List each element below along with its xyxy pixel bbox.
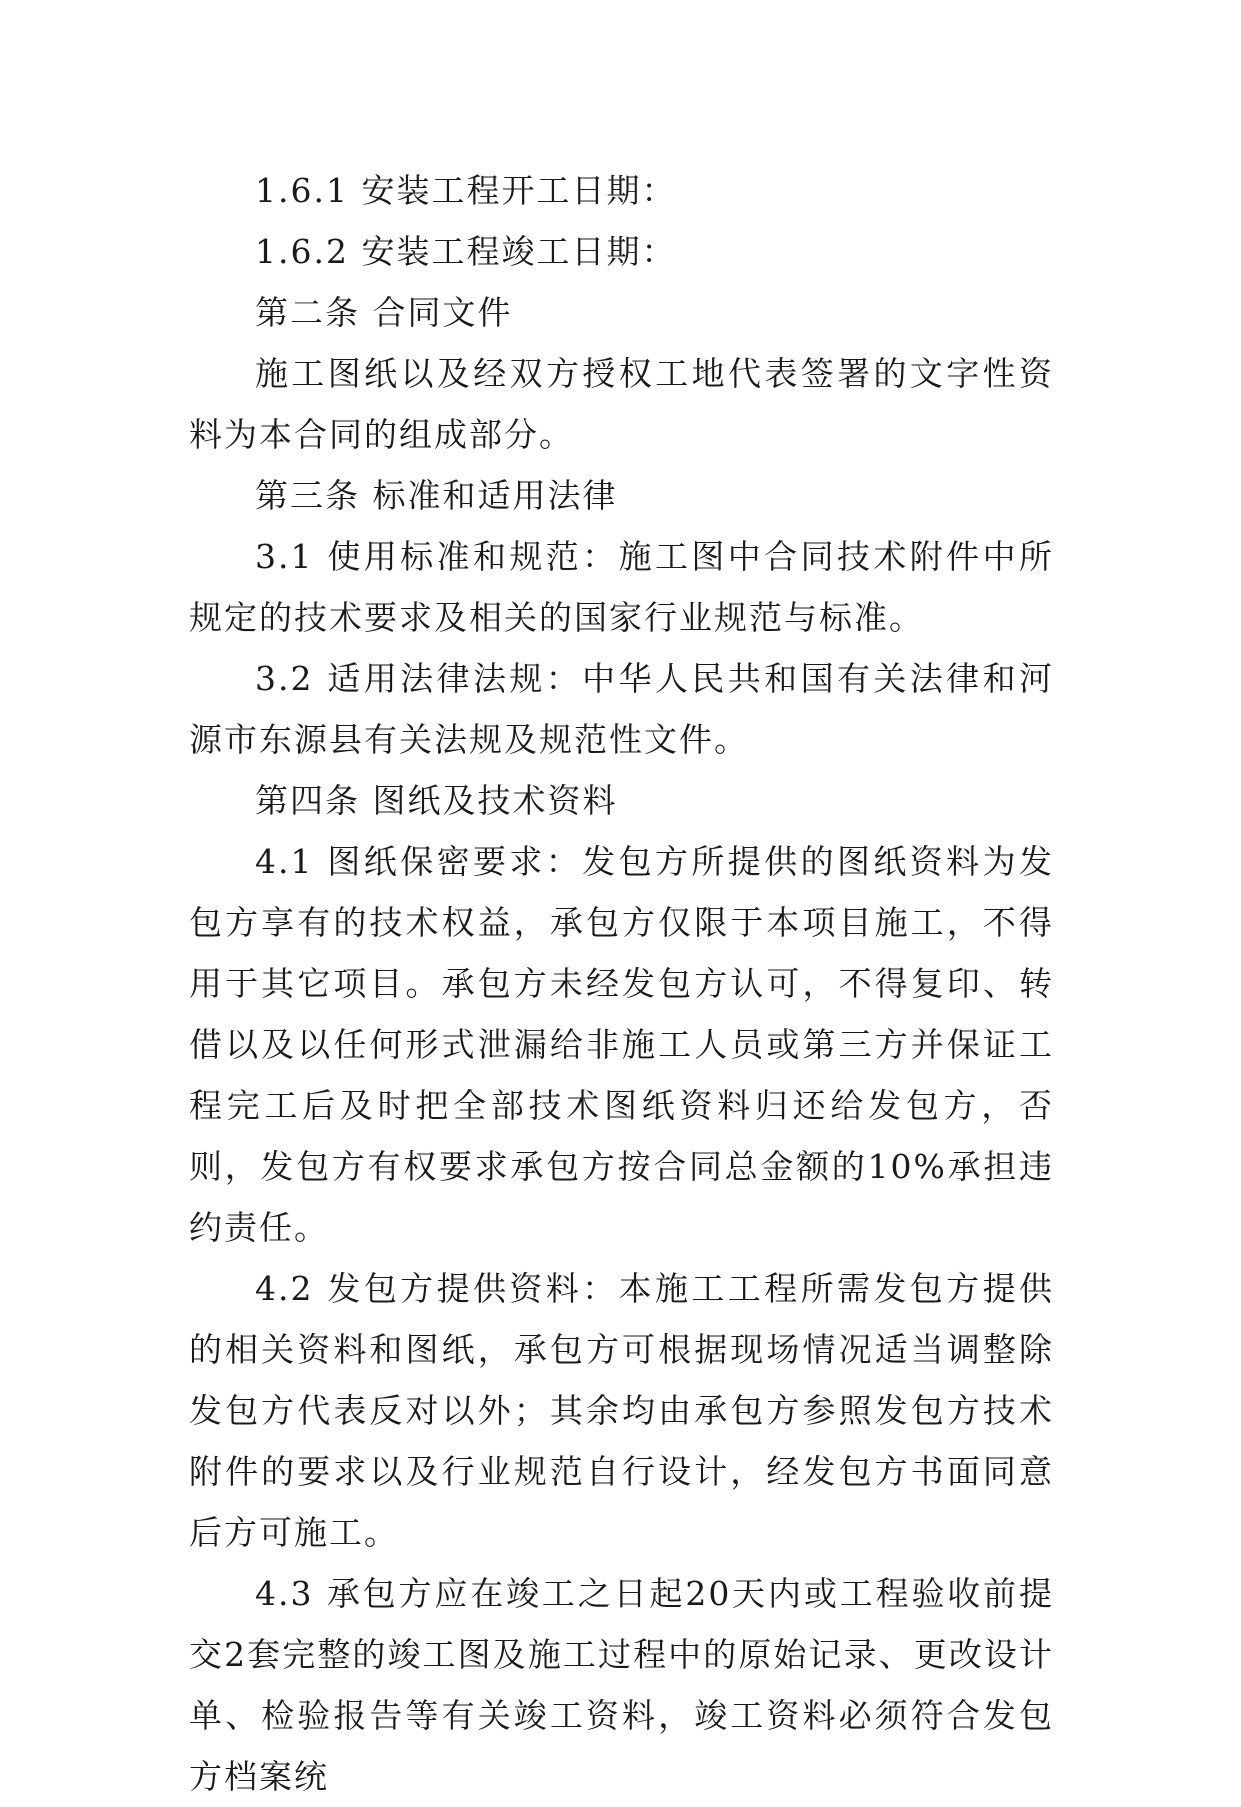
article-2-body: 施工图纸以及经双方授权工地代表签署的文字性资料为本合同的组成部分。 [189,354,1054,454]
article-2-heading: 第二条 合同文件 [255,293,513,332]
clause-1-6-1: 1.6.1 安装工程开工日期： [255,171,677,210]
article-3-heading: 第三条 标准和适用法律 [255,476,618,515]
clause-3-1: 3.1 使用标准和规范：施工图中合同技术附件中所规定的技术要求及相关的国家行业规范与标准。 [189,537,1054,637]
clause-1-6-2: 1.6.2 安装工程竣工日期： [255,232,677,271]
clause-4-3: 4.3 承包方应在竣工之日起20天内或工程验收前提交2套完整的竣工图及施工过程中的原始记录、更改设计单、检验报告等有关竣工资料，竣工资料必须符合发包方档案统 [189,1574,1054,1796]
clause-4-2: 4.2 发包方提供资料：本施工工程所需发包方提供的相关资料和图纸，承包方可根据现场情况适当调整除发包方代表反对以外；其余均由承包方参照发包方技术附件的要求以及行业规范自行设计，经发包方书面同意后方可施工。 [189,1269,1054,1552]
clause-4-1: 4.1 图纸保密要求：发包方所提供的图纸资料为发包方享有的技术权益，承包方仅限于本项目施工，不得用于其它项目。承包方未经发包方认可，不得复印、转借以及以任何形式泄漏给非施工人员或第三方并保证工程完工后及时把全部技术图纸资料归还给发包方，否则，发包方有权要求承包方按合同总金额的10%承担违约责任。 [189,842,1054,1247]
document-body [189,160,1054,1807]
article-4-heading: 第四条 图纸及技术资料 [255,781,618,820]
clause-3-2: 3.2 适用法律法规：中华人民共和国有关法律和河源市东源县有关法规及规范性文件。 [189,659,1054,759]
